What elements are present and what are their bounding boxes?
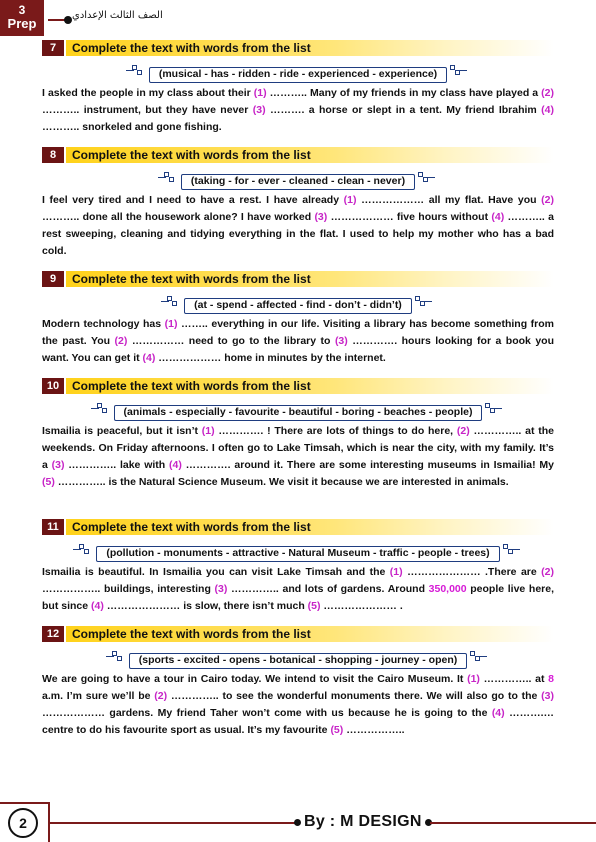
ornament-icon: [79, 544, 93, 556]
arabic-title: الصف الثالث الإعدادي: [72, 10, 163, 21]
section-header: [42, 378, 554, 394]
footer-credit: By : M DESIGN: [304, 813, 422, 830]
page-header: [0, 0, 596, 40]
blank-number: (4): [169, 459, 182, 471]
exercise-section: [42, 626, 554, 739]
blank-number: (2): [114, 335, 128, 347]
section-number: 9: [42, 271, 64, 287]
blank-number: (2): [154, 690, 168, 702]
text-segment: ……………..: [343, 724, 405, 736]
footer-line: [50, 822, 300, 824]
blank-number: (1): [467, 673, 480, 685]
section-number: 7: [42, 40, 64, 56]
text-segment: ………………… .: [320, 600, 403, 612]
exercise-text: [42, 564, 554, 615]
word-list-row: [42, 62, 554, 80]
page-number: 2: [8, 808, 38, 838]
section-header: [42, 519, 554, 535]
ornament-icon: [132, 65, 146, 77]
grade-number: 3: [18, 3, 26, 17]
word-list-row: [42, 400, 554, 418]
ornament-icon: [470, 651, 484, 663]
text-segment: …………. around it. There are some interesting museums in Ismailia! My: [181, 459, 555, 471]
ornament-icon: [503, 544, 517, 556]
text-segment: ………….. to see the wonderful monuments there. We will also go to the: [167, 690, 542, 702]
exercise-text: [42, 85, 554, 136]
exercise-text: [42, 423, 554, 491]
text-segment: ……….. snorkeled and gone fishing.: [42, 121, 222, 133]
section-number: 10: [42, 378, 64, 394]
word-list: (sports - excited - opens - botanical - shopping - journey - open): [129, 653, 468, 669]
blank-number: (3): [214, 583, 228, 595]
exercise-section: [42, 378, 554, 491]
blank-number: (4): [491, 707, 505, 719]
word-list-row: [42, 169, 554, 187]
text-segment: ……….. instrument, but they have never: [42, 104, 253, 116]
text-segment: ……………… all my flat. Have you: [356, 194, 542, 206]
blank-number: (1): [164, 318, 178, 330]
blank-number: (2): [541, 194, 554, 206]
blank-number: (1): [253, 87, 267, 99]
text-segment: We are going to have a tour in Cairo today. We intend to visit the Cairo Museum. It: [42, 673, 468, 685]
section-title: Complete the text with words from the list: [66, 626, 554, 642]
blank-number: (4): [142, 352, 156, 364]
text-segment: a.m. I’m sure we’ll be: [42, 690, 155, 702]
text-segment: Modern technology has: [42, 318, 165, 330]
ornament-icon: [485, 403, 499, 415]
exercise-text: [42, 671, 554, 739]
text-segment: I feel very tired and I need to have a rest. I have already: [42, 194, 344, 206]
blank-number: (1): [389, 566, 403, 578]
grade-tab: [0, 0, 44, 36]
ornament-icon: [112, 651, 126, 663]
section-title: Complete the text with words from the list: [66, 271, 554, 287]
text-segment: ………….. is the Natural Science Museum. We visit it because we are interested in animals.: [54, 476, 509, 488]
text-segment: …………. ! There are lots of things to do here,: [214, 425, 457, 437]
blank-number: (1): [343, 194, 357, 206]
text-segment: ………….. and lots of gardens. Around: [227, 583, 429, 595]
word-list-row: [42, 648, 554, 666]
blank-number: (2): [541, 87, 554, 99]
text-segment: ……….. Many of my friends in my class have played a: [266, 87, 542, 99]
footer-line: [430, 822, 596, 824]
ornament-icon: [164, 172, 178, 184]
text-segment: Ismailia is peaceful, but it isn’t: [42, 425, 202, 437]
blank-number: (3): [314, 211, 328, 223]
text-segment: …………. hours looking for a book you want. You can get it: [42, 335, 555, 364]
text-segment: ……………… gardens. My friend Taher won’t come with us because he is going to the: [42, 707, 492, 719]
text-segment: ………….. lake with: [64, 459, 170, 471]
blank-number: (3): [334, 335, 348, 347]
text-segment: ……………… five hours without: [327, 211, 492, 223]
ornament-icon: [450, 65, 464, 77]
ornament-icon: [418, 172, 432, 184]
text-segment: ………………… is slow, there isn’t much: [103, 600, 308, 612]
section-number: 11: [42, 519, 64, 535]
ornament-icon: [415, 296, 429, 308]
blank-number: (2): [541, 566, 555, 578]
highlighted-number: 350,000: [428, 583, 467, 595]
blank-number: (3): [51, 459, 65, 471]
exercise-section: [42, 147, 554, 260]
text-segment: ……….. done all the housework alone? I have worked: [42, 211, 315, 223]
blank-number: (3): [541, 690, 555, 702]
highlighted-number: 8: [548, 673, 554, 685]
blank-number: (2): [456, 425, 470, 437]
word-list: (animals - especially - favourite - beautiful - boring - beaches - people): [114, 405, 483, 421]
text-segment: I asked the people in my class about their: [42, 87, 254, 99]
section-number: 8: [42, 147, 64, 163]
word-list-row: [42, 541, 554, 559]
word-list: (pollution - monuments - attractive - Natural Museum - traffic - people - trees): [96, 546, 499, 562]
text-segment: …….. everything in our life. Visiting a library has become something from the past. You: [42, 318, 555, 347]
text-segment: ……………… home in minutes by the internet.: [155, 352, 386, 364]
exercise-text: [42, 192, 554, 260]
text-segment: …………….. buildings, interesting: [42, 583, 215, 595]
blank-number: (5): [330, 724, 344, 736]
footer-dot: [294, 819, 301, 826]
word-list: (at - spend - affected - find - don’t - didn’t): [184, 298, 412, 314]
text-segment: ………….. at: [479, 673, 549, 685]
section-title: Complete the text with words from the list: [66, 519, 554, 535]
text-segment: …………… need to go to the library to: [127, 335, 335, 347]
exercise-section: [42, 271, 554, 367]
section-title: Complete the text with words from the list: [66, 147, 554, 163]
text-segment: people live here, but since: [42, 583, 555, 612]
section-number: 12: [42, 626, 64, 642]
blank-number: (4): [491, 211, 505, 223]
text-segment: ………………… .There are: [402, 566, 542, 578]
word-list: (musical - has - ridden - ride - experienced - experience): [149, 67, 447, 83]
blank-number: (3): [252, 104, 266, 116]
word-list-row: [42, 293, 554, 311]
text-segment: ………. a horse or slept in a tent. My friend Ibrahim: [265, 104, 542, 116]
exercise-section: [42, 519, 554, 615]
exercise-text: [42, 316, 554, 367]
header-dot: [64, 16, 72, 24]
ornament-icon: [97, 403, 111, 415]
blank-number: (5): [42, 476, 55, 488]
section-title: Complete the text with words from the list: [66, 40, 554, 56]
blank-number: (4): [91, 600, 104, 612]
word-list: (taking - for - ever - cleaned - clean - never): [181, 174, 415, 190]
text-segment: ………….. at the weekends. On Friday afternoons. I often go to Lake Timsah, which is near the city, with my family. It’s a: [42, 425, 554, 471]
blank-number: (5): [307, 600, 321, 612]
text-segment: ……….. a rest sweeping, cleaning and tidying everything in the flat. I used to help my mother who has a bad cold.: [42, 211, 554, 257]
text-segment: ……….… centre to do his favourite sport as usual. It’s my favourite: [42, 707, 554, 736]
blank-number: (4): [541, 104, 554, 116]
section-header: [42, 271, 554, 287]
ornament-icon: [167, 296, 181, 308]
section-header: [42, 626, 554, 642]
grade-label: Prep: [7, 16, 37, 31]
text-segment: Ismailia is beautiful. In Ismailia you can visit Lake Timsah and the: [42, 566, 390, 578]
section-header: [42, 40, 554, 56]
section-title: Complete the text with words from the list: [66, 378, 554, 394]
exercise-section: [42, 40, 554, 136]
blank-number: (1): [201, 425, 215, 437]
section-header: [42, 147, 554, 163]
